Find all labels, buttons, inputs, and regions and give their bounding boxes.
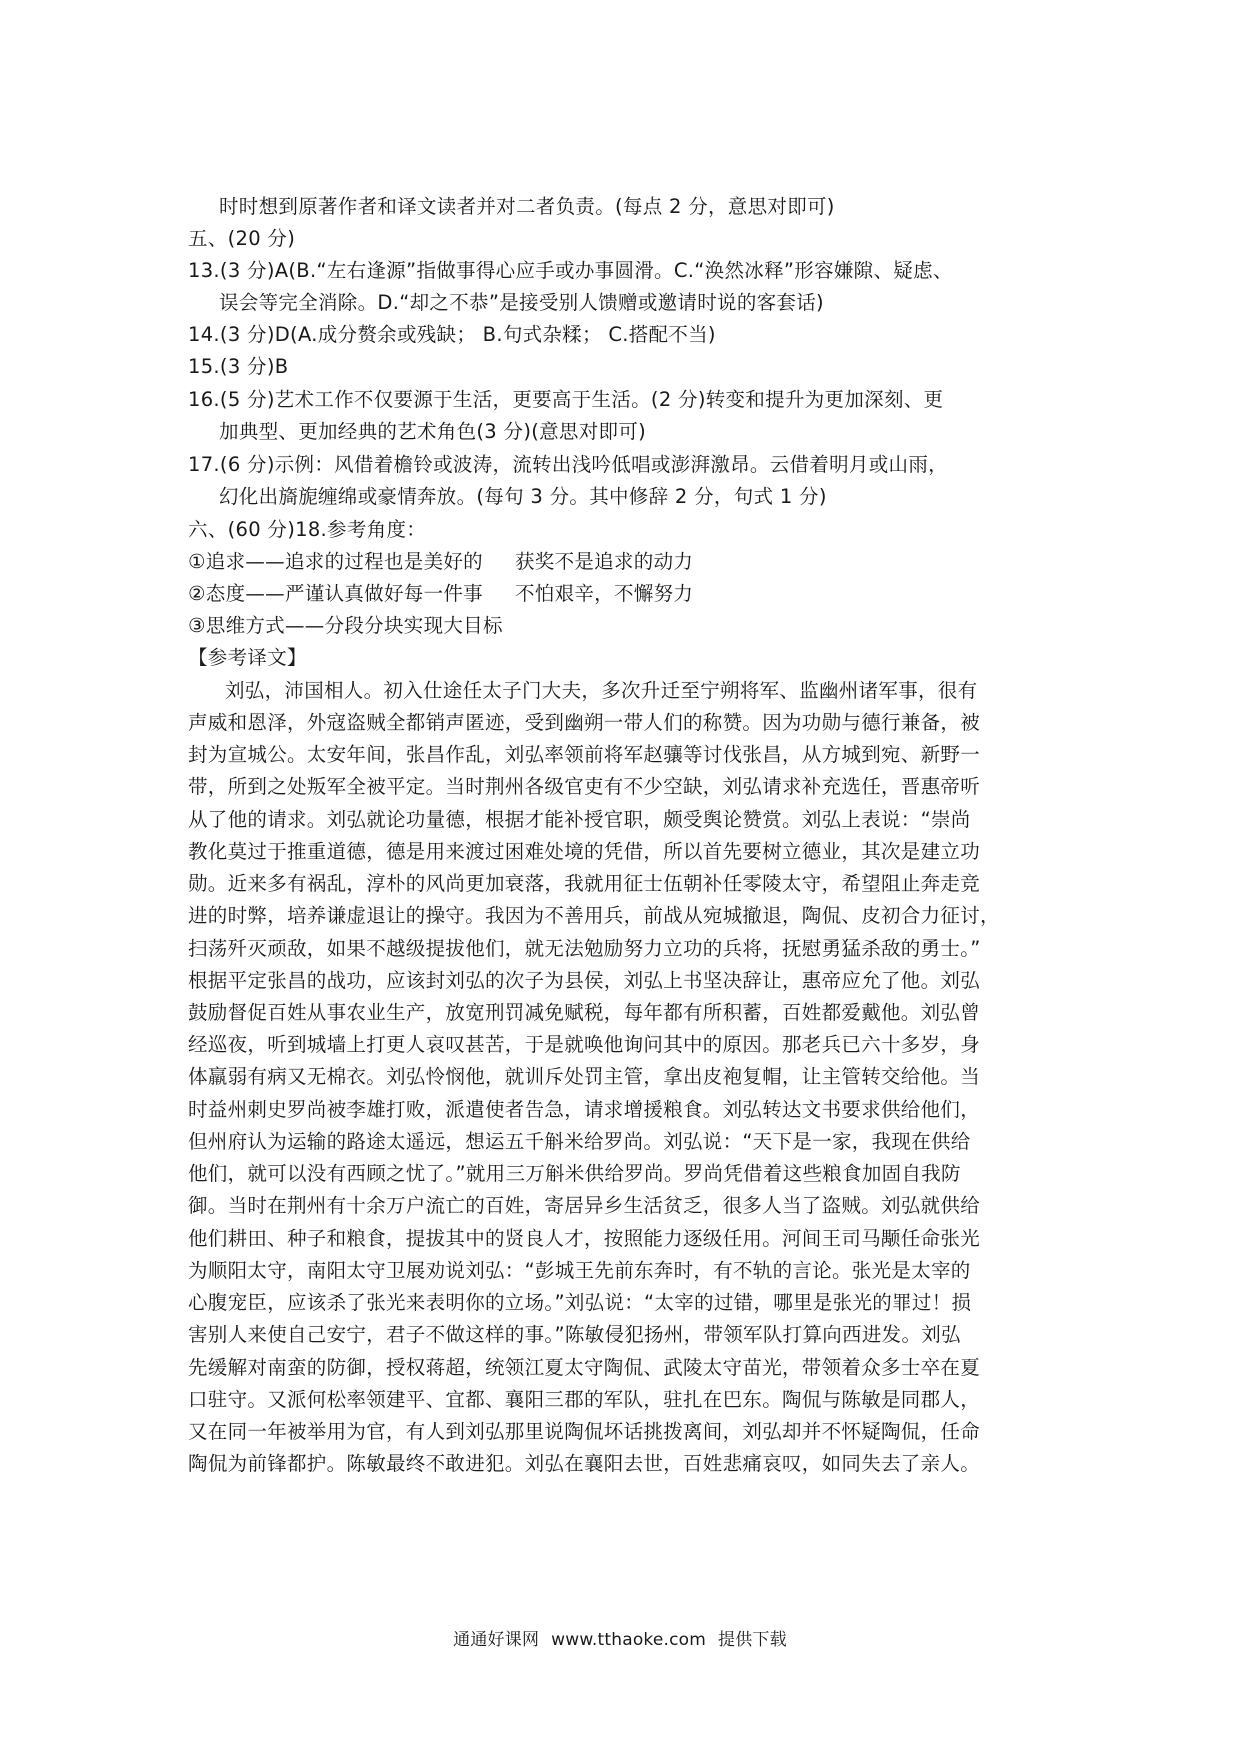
translation-heading: 【参考译文】 — [188, 646, 307, 669]
translation-line: 心腹宠臣，应该杀了张光来表明你的立场。”刘弘说：“太宰的过错，哪里是张光的罪过！损 — [188, 1291, 972, 1314]
translation-line: 刘弘，沛国相人。初入仕途任太子门大夫，多次升迁至宁朔将军、监幽州诸军事，很有 — [225, 679, 978, 702]
section-6-title: 六、(60 分)18.参考角度： — [188, 518, 427, 541]
angle-2-main: ②态度——严谨认真做好每一件事 — [188, 582, 483, 605]
page-footer — [0, 1628, 1240, 1652]
answer-15: 15.(3 分)B — [188, 355, 289, 378]
reference-angle-1 — [188, 547, 693, 577]
translation-line: 勋。近来多有祸乱，淳朴的风尚更加衰落，我就用征士伍朝补任零陵太守，希望阻止奔走竞 — [188, 872, 981, 895]
footer-url[interactable]: www.tthaoke.com — [551, 1630, 707, 1650]
footer-download-text: 提供下载 — [718, 1630, 787, 1650]
translation-line: 封为宣城公。太安年间，张昌作乱，刘弘率领前将军赵骧等讨伐张昌，从方城到宛、新野一 — [188, 743, 981, 766]
translation-line: 但州府认为运输的路途太遥远，想运五千斛米给罗尚。刘弘说：“天下是一家，我现在供给 — [188, 1130, 971, 1153]
reference-angle-3 — [188, 611, 503, 641]
translation-line: 经巡夜，听到城墙上打更人哀叹甚苦，于是就唤他询问其中的原因。那老兵已六十多岁，身 — [188, 1033, 981, 1056]
translation-line: 体羸弱有病又无棉衣。刘弘怜悯他，就训斥处罚主管，拿出皮袍复帽，让主管转交给他。当 — [188, 1065, 981, 1088]
answer-16-line-2: 加典型、更加经典的艺术角色(3 分)(意思对即可) — [219, 420, 647, 443]
translation-line: 时益州刺史罗尚被李雄打败，派遣使者告急，请求增援粮食。刘弘转达文书要求供给他们， — [188, 1098, 981, 1121]
footer-site-name: 通通好课网 — [453, 1630, 540, 1650]
answer-13-line-1: 13.(3 分)A(B.“左右逢源”指做事得心应手或办事圆滑。C.“涣然冰释”形容嫌隙、疑虑、 — [188, 259, 953, 282]
translation-line: 鼓励督促百姓从事农业生产，放宽刑罚减免赋税，每年都有所积蓄，百姓都爱戴他。刘弘曾 — [188, 1001, 981, 1024]
translation-line: 声威和恩泽，外寇盗贼全都销声匿迹，受到幽朔一带人们的称赞。因为功勋与德行兼备，被 — [188, 711, 981, 734]
section-5-title: 五、(20 分) — [188, 227, 296, 250]
translation-line: 先缓解对南蛮的防御，授权蒋超，统领江夏太守陶侃、武陵太守苗光，带领着众多士卒在夏 — [188, 1356, 981, 1379]
answer-16-line-1: 16.(5 分)艺术工作不仅要源于生活，更要高于生活。(2 分)转变和提升为更加深刻、更 — [188, 388, 944, 411]
reference-angle-2 — [188, 579, 693, 609]
translation-line: 进的时弊，培养谦虚退让的操守。我因为不善用兵，前战从宛城撤退，陶侃、皮初合力征讨， — [188, 904, 1000, 927]
translation-line: 他们耕田、种子和粮食，提拔其中的贤良人才，按照能力逐级任用。河间王司马颙任命张光 — [188, 1227, 981, 1250]
angle-2-sub: 不怕艰辛，不懈努力 — [514, 582, 694, 605]
answer-13-line-2: 误会等完全消除。D.“却之不恭”是接受别人馈赠或邀请时说的客套话) — [219, 291, 824, 314]
answer-17-line-1: 17.(6 分)示例：风借着檐铃或波涛，流转出浅吟低唱或澎湃激昂。云借着明月或山雨， — [188, 453, 948, 476]
translation-line: 教化莫过于推重道德，德是用来渡过困难处境的凭借，所以首先要树立德业，其次是建立功 — [188, 840, 981, 863]
answer-continuation: 时时想到原著作者和译文读者并对二者负责。(每点 2 分，意思对即可) — [219, 195, 835, 218]
translation-line: 御。当时在荆州有十余万户流亡的百姓，寄居异乡生活贫乏，很多人当了盗贼。刘弘就供给 — [188, 1194, 981, 1217]
translation-line: 又在同一年被举用为官，有人到刘弘那里说陶侃坏话挑拨离间，刘弘却并不怀疑陶侃，任命 — [188, 1420, 981, 1443]
translation-line: 带，所到之处叛军全被平定。当时荆州各级官吏有不少空缺，刘弘请求补充选任，晋惠帝听 — [188, 775, 981, 798]
answer-14: 14.(3 分)D(A.成分赘余或残缺； B.句式杂糅； C.搭配不当) — [188, 323, 716, 346]
answer-17-line-2: 幻化出旖旎缠绵或豪情奔放。(每句 3 分。其中修辞 2 分，句式 1 分) — [219, 485, 827, 508]
translation-line: 口驻守。又派何松率领建平、宜都、襄阳三郡的军队，驻扎在巴东。陶侃与陈敏是同郡人， — [188, 1388, 981, 1411]
translation-line: 害别人来使自己安宁，君子不做这样的事。”陈敏侵犯扬州，带领军队打算向西进发。刘弘 — [188, 1323, 961, 1346]
translation-line: 根据平定张昌的战功，应该封刘弘的次子为县侯，刘弘上书坚决辞让，惠帝应允了他。刘弘 — [188, 969, 981, 992]
angle-1-main: ①追求——追求的过程也是美好的 — [188, 550, 483, 573]
angle-3-main: ③思维方式——分段分块实现大目标 — [188, 614, 503, 637]
translation-line: 扫荡歼灭顽敌，如果不越级提拔他们，就无法勉励努力立功的兵将，抚慰勇猛杀敌的勇士。” — [188, 937, 981, 960]
angle-1-sub: 获奖不是追求的动力 — [514, 550, 694, 573]
translation-line: 他们，就可以没有西顾之忧了。”就用三万斛米供给罗尚。罗尚凭借着这些粮食加固自我防 — [188, 1162, 961, 1185]
translation-line: 陶侃为前锋都护。陈敏最终不敢进犯。刘弘在襄阳去世，百姓悲痛哀叹，如同失去了亲人。 — [188, 1452, 981, 1475]
translation-line: 为顺阳太守，南阳太守卫展劝说刘弘：“彭城王先前东奔时，有不轨的言论。张光是太宰的 — [188, 1259, 971, 1282]
translation-line: 从了他的请求。刘弘就论功量德，根据才能补授官职，颇受舆论赞赏。刘弘上表说：“崇尚 — [188, 808, 971, 831]
